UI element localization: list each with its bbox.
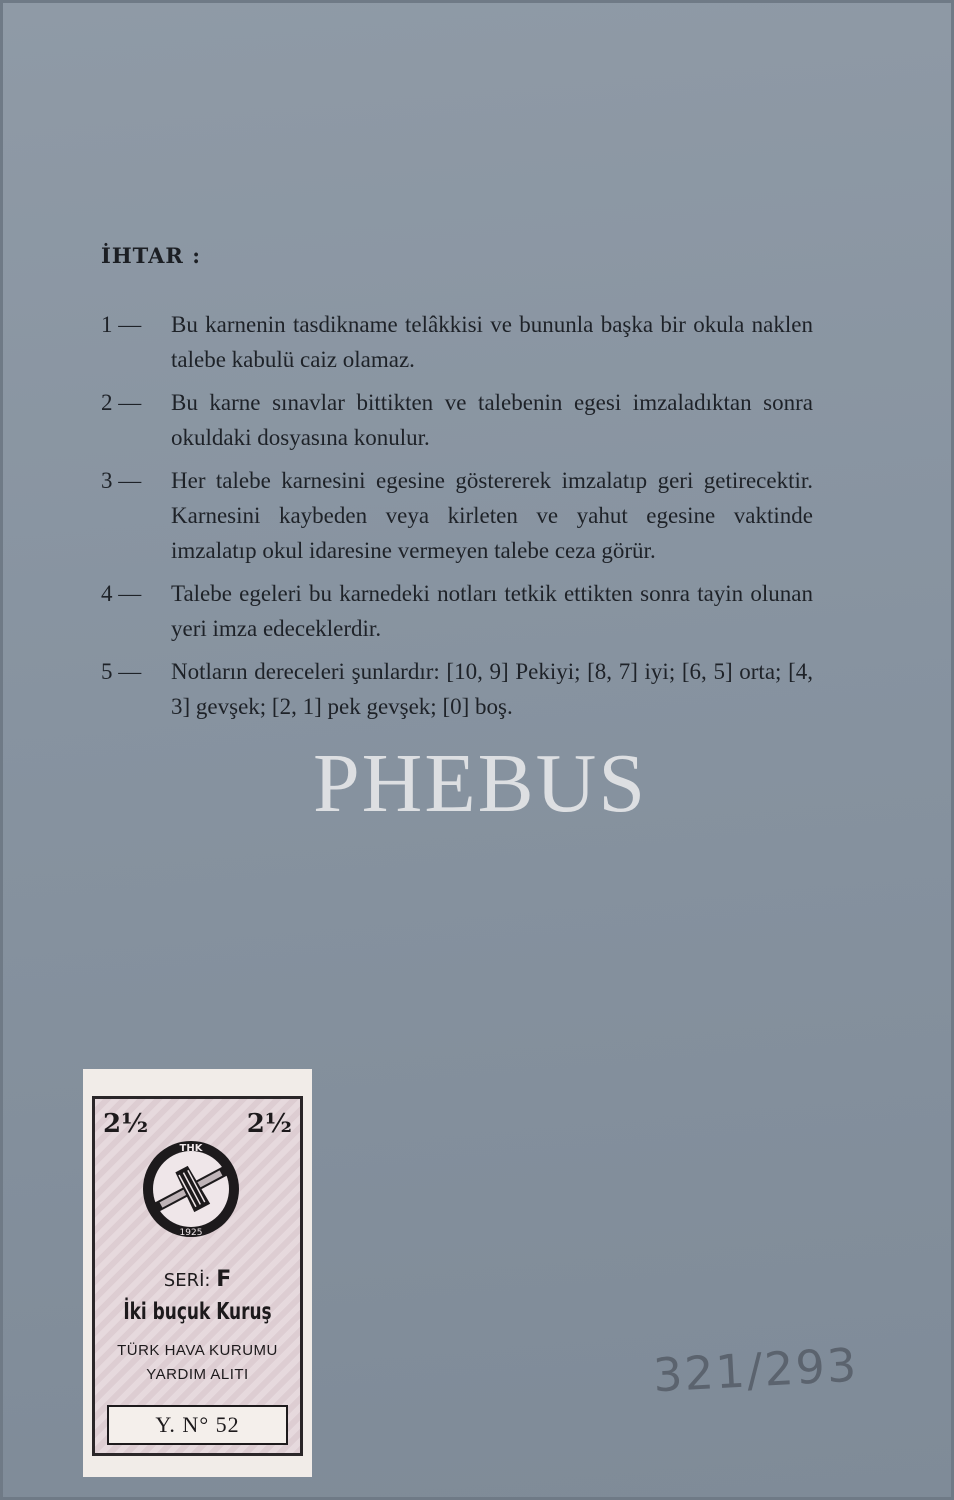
- stamp-value-text: İki buçuk Kuruş: [123, 1299, 272, 1325]
- stamp-denomination-left: 2½: [103, 1109, 149, 1139]
- stamp-org-line-2: YARDIM ALITI: [146, 1366, 249, 1383]
- stamp-denomination-right: 2½: [246, 1109, 292, 1139]
- notice-rules-list: [101, 307, 813, 732]
- rule-text: Her talebe karnesini egesine göstererek imzalatıp geri getirecektir. Karnesini kaybeden veya kirleten ve yahut egesine vaktinde imzalatıp okul idaresine vermeyen talebe ceza görür.: [171, 468, 813, 563]
- emblem-year: 1925: [179, 1228, 203, 1238]
- handwritten-number: 321/293: [651, 1337, 860, 1403]
- notice-rule-5: [101, 654, 813, 724]
- stamp-series-label: SERİ:: [163, 1270, 211, 1291]
- stamp-organization: [95, 1339, 300, 1387]
- rule-text: Bu karnenin tasdikname telâkkisi ve bununla başka bir okula naklen talebe kabulü caiz olamaz.: [171, 312, 813, 372]
- rule-number: 1 —: [101, 312, 142, 337]
- rule-number: 3 —: [101, 468, 142, 493]
- thk-emblem-icon: [139, 1137, 243, 1241]
- rule-text: Bu karne sınavlar bittikten ve talebenin egesi imzaladıktan sonra okuldaki dosyasına konulur.: [171, 390, 813, 450]
- rule-number: 4 —: [101, 581, 142, 606]
- stamp-serial-number: Y. N° 52: [107, 1405, 288, 1445]
- rule-text: Talebe egeleri bu karnedeki notları tetkik ettikten sonra tayin olunan yeri imza edeceklerdir.: [171, 581, 813, 641]
- stamp-series: [95, 1267, 300, 1292]
- rule-number: 2 —: [101, 390, 142, 415]
- rule-text: Notların dereceleri şunlardır: [10, 9] Pekiyi; [8, 7] iyi; [6, 5] orta; [4, 3] gevşek; [2, 1] pek gevşek; [0] boş.: [171, 659, 813, 719]
- watermark: PHEBUS: [312, 737, 648, 830]
- notice-rule-2: [101, 385, 813, 455]
- stamp-frame: [92, 1096, 303, 1456]
- stamp-series-value: F: [216, 1267, 232, 1292]
- rule-number: 5 —: [101, 659, 142, 684]
- notice-rule-4: [101, 576, 813, 646]
- notice-rule-1: [101, 307, 813, 377]
- revenue-stamp: [83, 1069, 312, 1477]
- emblem-letters: THK: [179, 1143, 203, 1154]
- notice-rule-3: [101, 463, 813, 568]
- notice-heading: İHTAR :: [101, 243, 201, 268]
- stamp-org-line-1: TÜRK HAVA KURUMU: [117, 1342, 278, 1359]
